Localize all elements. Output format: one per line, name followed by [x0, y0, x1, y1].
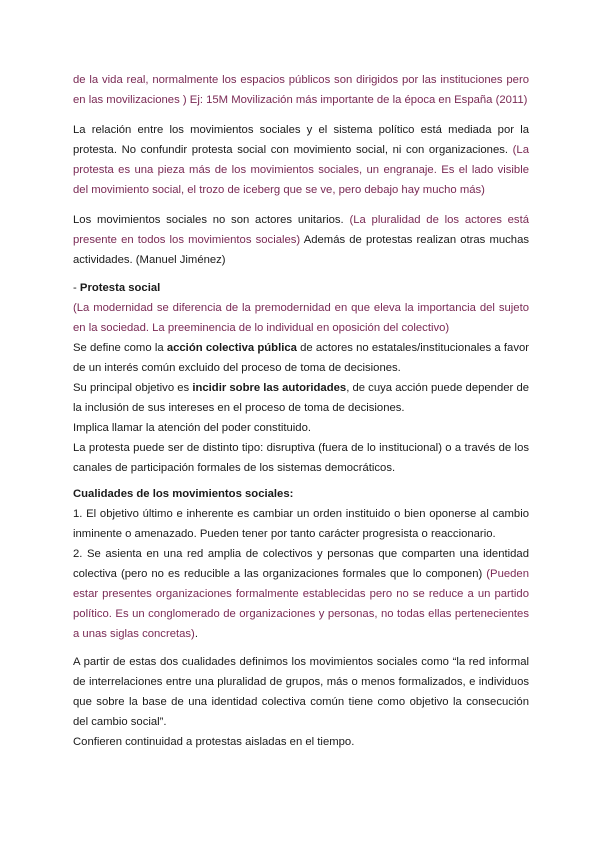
purple-note: (La modernidad se diferencia de la premodernidad en que eleva la importancia del sujeto en la sociedad. La preeminencia de lo individual en oposición del colectivo) — [73, 302, 529, 334]
purple-note: (La protesta es una pieza más de los movimientos sociales, un engranaje. Es el lado visible del movimiento social, el trozo de iceberg que se ve, pero debajo hay mucho más) — [73, 144, 529, 196]
definition-text: de actores no estatales/institucionales a favor de un interés común excluido del proceso de toma de decisiones. — [73, 342, 530, 374]
paragraph-relacion — [73, 120, 529, 200]
definition-paragraph: A partir de estas dos cualidades definimos los movimientos sociales como “la red informal de interrelaciones entre una pluralidad de grupos, más o menos formalizados, e individuos que sobre la base de una identidad colectiva común tiene como objetivo la consecución del cambio social”. — [73, 656, 529, 728]
list-item-text: . — [194, 628, 198, 640]
list-item-2 — [73, 544, 529, 644]
section-conclusion — [73, 652, 529, 752]
definition-term: acción colectiva pública — [166, 342, 297, 354]
section-protesta-social — [73, 278, 529, 478]
objective-term: incidir sobre las autoridades — [192, 382, 347, 394]
paragraph-text: Los movimientos sociales no son actores unitarios. — [73, 214, 344, 226]
list-item-1: 1. El objetivo último e inherente es cambiar un orden instituido o bien oponerse al cambio inminente o amenazado. Pueden tener por tanto carácter progresista o reaccionario. — [73, 508, 529, 540]
objective-paragraph — [73, 378, 529, 418]
paragraph-15m — [73, 70, 529, 110]
section-heading — [73, 484, 529, 504]
objective-text: Su principal objetivo es — [73, 382, 193, 394]
implica-line: Implica llamar la atención del poder constituido. — [73, 422, 311, 434]
tipos-paragraph: La protesta puede ser de distinto tipo: disruptiva (fuera de lo institucional) o a través de los canales de participación formales de los sistemas democráticos. — [73, 442, 529, 474]
heading-bullet: - — [73, 282, 80, 294]
section-cualidades — [73, 484, 529, 644]
objective-text: , de cuya acción puede depender de la inclusión de sus intereses en el proceso de toma de decisiones. — [73, 382, 530, 414]
definition-text: Se define como la — [73, 342, 167, 354]
heading-text: Cualidades de los movimientos sociales: — [73, 488, 294, 500]
heading-text: Protesta social — [79, 282, 161, 294]
purple-note: de la vida real, normalmente los espacios públicos son dirigidos por las instituciones pero en las movilizaciones ) Ej: 15M Movilización más importante de la época en España (2011) — [73, 74, 529, 106]
purple-note: (La pluralidad de los actores está presente en todos los movimientos sociales) — [73, 214, 529, 246]
continuidad-line: Confieren continuidad a protestas aisladas en el tiempo. — [73, 736, 355, 748]
paragraph-text: La relación entre los movimientos sociales y el sistema político está mediada por la protesta. No confundir protesta social con movimiento social, ni con organizaciones. — [73, 124, 529, 156]
purple-note: (Pueden estar presentes organizaciones formalmente establecidas pero no se reduce a un partido político. Es un conglomerado de organizaciones y personas, no todas ellas pertenecientes a unas siglas concretas) — [73, 568, 529, 640]
list-item-text: 2. Se asienta en una red amplia de colectivos y personas que comparten una identidad colectiva (pero no es reducible a las organizaciones formales que lo componen) — [73, 548, 529, 580]
section-heading — [73, 278, 529, 298]
paragraph-text: Además de protestas realizan otras muchas actividades. (Manuel Jiménez) — [73, 234, 530, 266]
paragraph-actores — [73, 210, 529, 270]
definition-paragraph — [73, 338, 529, 378]
